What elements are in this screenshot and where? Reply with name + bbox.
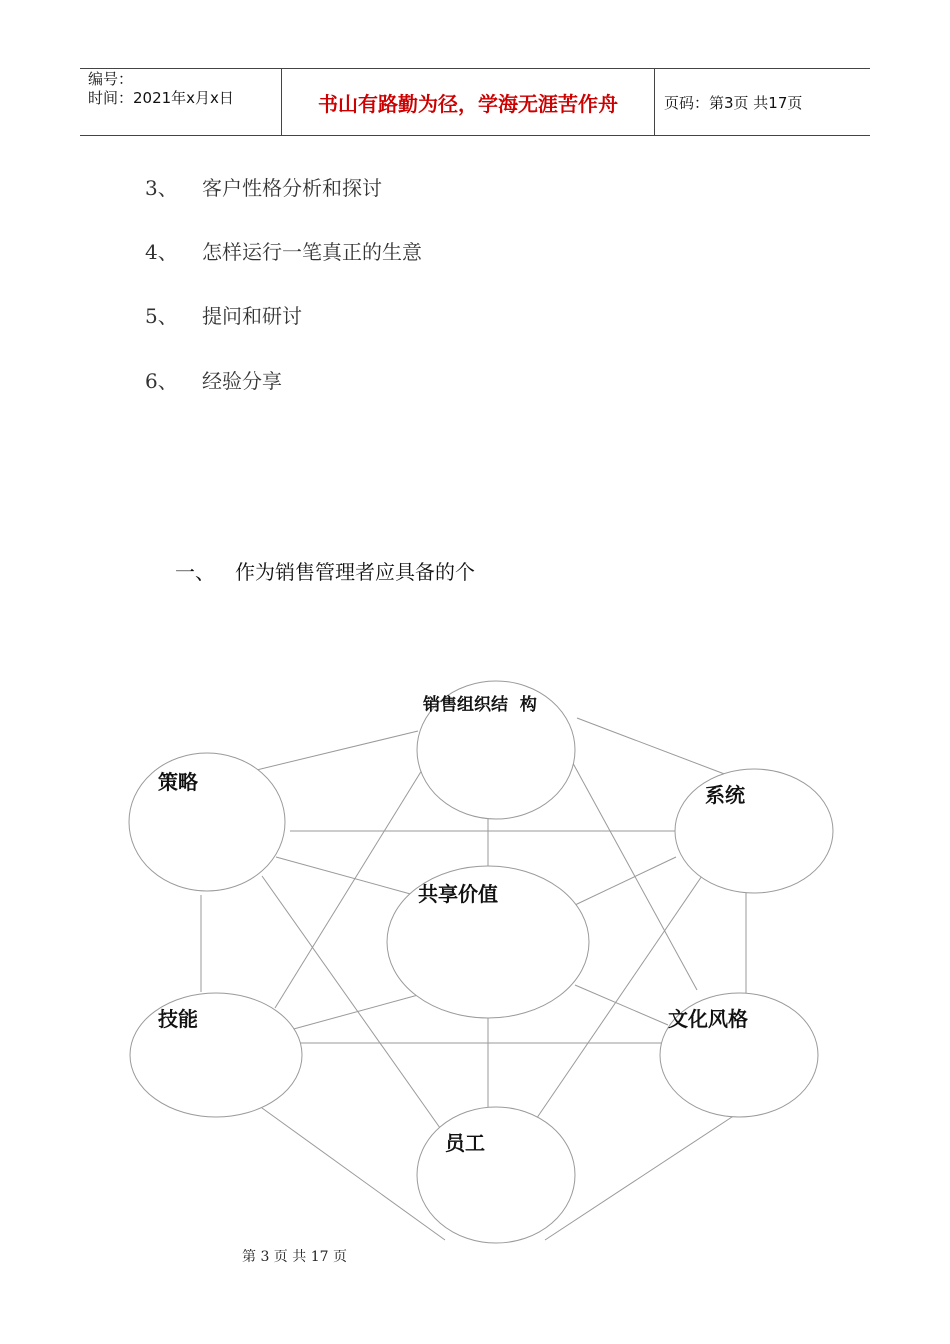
connector-line bbox=[290, 995, 418, 1030]
section-title: 作为销售管理者应具备的个 bbox=[235, 560, 475, 584]
label-system: 系统 bbox=[705, 783, 745, 807]
node-staff bbox=[417, 1107, 575, 1243]
list-item-number: 5、 bbox=[145, 304, 178, 328]
list-item-number: 3、 bbox=[145, 176, 178, 200]
header-time: 时间：2021年x月x日 bbox=[88, 89, 234, 107]
list-item-text: 客户性格分析和探讨 bbox=[202, 176, 382, 200]
list-item-number: 4、 bbox=[145, 240, 178, 264]
connector-line bbox=[575, 985, 668, 1025]
list-item-text: 提问和研讨 bbox=[202, 304, 302, 328]
label-shared-values: 共享价值 bbox=[418, 882, 498, 906]
list-item-text: 经验分享 bbox=[202, 369, 282, 393]
connector-line bbox=[276, 857, 425, 898]
page-footer: 第 3 页 共 17 页 bbox=[242, 1249, 347, 1265]
header-motto: 书山有路勤为径，学海无涯苦作舟 bbox=[318, 91, 618, 116]
connector-line bbox=[575, 857, 676, 905]
label-staff: 员工 bbox=[445, 1131, 485, 1155]
connector-line bbox=[577, 718, 735, 778]
header-number: 编号： bbox=[88, 70, 134, 88]
label-skills: 技能 bbox=[158, 1007, 198, 1031]
node-system bbox=[675, 769, 833, 893]
list-item-text: 怎样运行一笔真正的生意 bbox=[202, 240, 422, 264]
label-structure: 销售组织结 构 bbox=[423, 695, 537, 715]
section-number: 一、 bbox=[175, 560, 215, 584]
label-strategy: 策略 bbox=[158, 770, 198, 794]
header-page-info: 页码：第3页 共17页 bbox=[664, 93, 803, 112]
label-style: 文化风格 bbox=[668, 1007, 748, 1031]
node-strategy bbox=[129, 753, 285, 891]
node-skills bbox=[130, 993, 302, 1117]
list-item-number: 6、 bbox=[145, 369, 178, 393]
